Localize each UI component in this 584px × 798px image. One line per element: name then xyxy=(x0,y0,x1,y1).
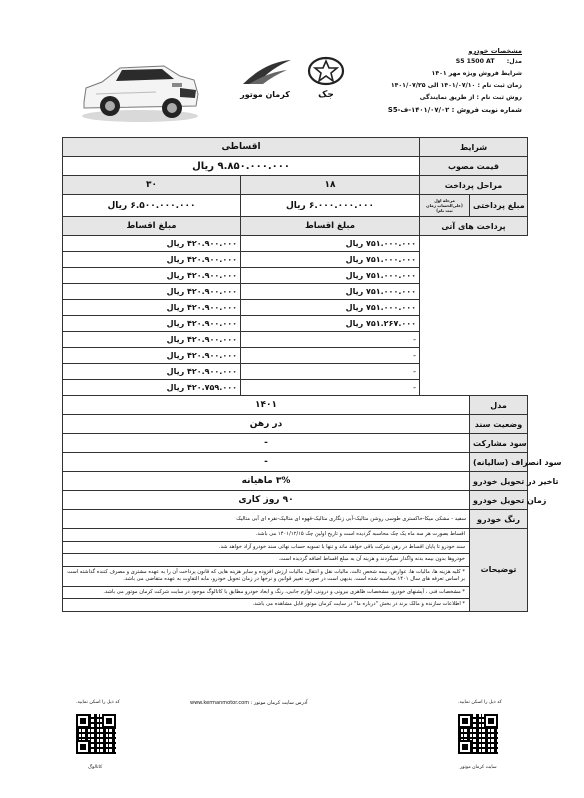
qr-left-label: کاتالوگ xyxy=(88,765,103,770)
detail-value: در رهن xyxy=(63,415,470,434)
sales-conditions-table xyxy=(62,137,562,612)
detail-value: - xyxy=(63,434,470,453)
installment-left-amount: ۴۲۰.۹۰۰.۰۰۰ ریال xyxy=(63,332,241,348)
conditions-label: شرایط xyxy=(420,138,528,157)
installments-left-header: مبلغ اقساط xyxy=(63,217,241,236)
installment-left-amount: ۴۲۰.۷۵۹.۰۰۰ ریال xyxy=(63,380,241,396)
installment-row xyxy=(63,236,528,252)
first-payment-right: ۶.۰۰۰.۰۰۰.۰۰۰ ریال xyxy=(241,195,420,217)
note-item: خودروها بدون بیمه بدنه واگذار نمیگردند و هزینه آن به مبلغ اقساط اضافه گردیده است. xyxy=(63,554,469,567)
header-model-label: مدل: xyxy=(506,58,522,65)
future-payments-label: پرداخت های آتی xyxy=(420,217,528,236)
detail-row xyxy=(63,453,528,472)
installment-right-amount: - xyxy=(241,364,420,380)
stages-label: مراحل پرداخت xyxy=(420,176,528,195)
installment-row xyxy=(63,380,528,396)
installment-row xyxy=(63,300,528,316)
kerman-logo-text: کرمان موتور xyxy=(240,90,290,99)
header-round: شماره نوبت فروش : ۱۴۰۱/۰۷/۰۲-ف-S5 xyxy=(387,106,522,114)
note-item: * اطلاعات سازنده و مالک برند در بخش "درباره ما" در سایت کرمان موتور قابل مشاهده می باشد. xyxy=(252,601,466,608)
row-notes xyxy=(63,529,528,612)
detail-row xyxy=(63,472,528,491)
installment-row xyxy=(63,332,528,348)
installments-body xyxy=(63,236,528,396)
detail-value: ۱۴۰۱ xyxy=(63,396,470,415)
row-conditions xyxy=(63,138,528,157)
footer-center-address: آدرس سایت کرمان موتور : www.kermanmotor.com xyxy=(190,700,308,706)
first-payment-left: ۶.۵۰۰.۰۰۰.۰۰۰ ریال xyxy=(63,195,241,217)
installment-right-amount: ۷۵۱.۰۰۰.۰۰۰ ریال xyxy=(241,252,420,268)
installment-left-amount: ۴۲۰.۹۰۰.۰۰۰ ریال xyxy=(63,348,241,364)
notes-cell xyxy=(63,529,470,612)
detail-row xyxy=(63,491,528,510)
header-conditions: شرایط فروش ویژه مهر ۱۴۰۱ xyxy=(431,70,522,77)
conditions-value: اقساطی xyxy=(63,138,420,157)
stages-right: ۱۸ xyxy=(241,176,420,195)
first-payment-label: مرحله اول (علی‌الحساب زمان ثبت نام) xyxy=(420,195,470,217)
detail-value: ۹۰ روز کاری xyxy=(63,491,470,510)
details-body xyxy=(63,396,562,529)
header-model-row xyxy=(456,58,522,65)
installments-right-header: مبلغ اقساط xyxy=(241,217,420,236)
installment-row xyxy=(63,316,528,332)
installment-left-amount: ۴۲۰.۹۰۰.۰۰۰ ریال xyxy=(63,284,241,300)
installment-row xyxy=(63,284,528,300)
detail-label: رنگ خودرو xyxy=(470,510,528,529)
detail-label: سود انصراف (سالیانه) xyxy=(470,453,528,472)
detail-row xyxy=(63,396,528,415)
note-item: اقساط بصورت هر سه ماه یک چک محاسبه گردیده است و تاریخ اولین چک ۱۴۰۱/۱۲/۱۵ می باشد. xyxy=(63,529,469,542)
detail-row xyxy=(63,510,528,529)
detail-row xyxy=(63,434,528,453)
detail-label: زمان تحویل خودرو xyxy=(470,491,528,510)
price-value: ۹.۸۵۰.۰۰۰.۰۰۰ ریال xyxy=(63,157,420,176)
note-item: * کلیه هزینه ها، مالیات ها، عوارض، بیمه شخص ثالث، مالیات نقل و انتقال، مالیات ارزش افزوده و سایر هزینه هایی که قانون پرداخت آن را به عهده مشتری و مصرف کننده گذاشته است بر اساس تعرفه های سال ۱۴۰۱ محاسبه شده است. بدیهی است در صورت تغییر قوانین و نرخها در زمان تحویل خودرو، مابه التفاوت به عهده متقاضی می باشد. xyxy=(63,567,469,587)
footer-right-caption: کد ذیل را اسکن نمایید. xyxy=(458,700,502,705)
installment-right-amount: ۷۵۱.۰۰۰.۰۰۰ ریال xyxy=(241,236,420,252)
detail-label: تاخیر در تحویل خودرو xyxy=(470,472,528,491)
installment-left-amount: ۴۲۰.۹۰۰.۰۰۰ ریال xyxy=(63,252,241,268)
installment-right-amount: - xyxy=(241,380,420,396)
installment-right-amount: - xyxy=(241,348,420,364)
installment-row xyxy=(63,364,528,380)
note-item: * مشخصات فنی ، آپشنهای خودرو، مشخصات ظاهری بیرونی و درونی، لوازم جانبی، رنگ و ابعاد خودرو مطابق با کاتالوگ موجود در سایت شرکت کرمان موتور می باشد. xyxy=(63,587,469,600)
detail-value: ۳% ماهیانه xyxy=(63,472,470,491)
installment-row xyxy=(63,268,528,284)
notes-label: توضیحات xyxy=(470,529,528,612)
header-reg-method: روش ثبت نام : از طریق نمایندگی xyxy=(419,94,522,101)
installment-right-amount: - xyxy=(241,332,420,348)
detail-label: مدل xyxy=(470,396,528,415)
installment-left-amount: ۴۲۰.۹۰۰.۰۰۰ ریال xyxy=(63,236,241,252)
price-label: قیمت مصوب xyxy=(420,157,528,176)
installment-left-amount: ۴۲۰.۹۰۰.۰۰۰ ریال xyxy=(63,364,241,380)
website-qr-code xyxy=(458,714,498,754)
jac-logo xyxy=(304,56,348,102)
payment-amount-label: مبلغ پرداختی xyxy=(470,195,528,217)
detail-value: - xyxy=(63,453,470,472)
car-image xyxy=(76,50,204,128)
installment-right-amount: ۷۵۱.۰۰۰.۰۰۰ ریال xyxy=(241,284,420,300)
installment-right-amount: ۷۵۱.۰۰۰.۰۰۰ ریال xyxy=(241,268,420,284)
detail-label: سود مشارکت xyxy=(470,434,528,453)
installment-right-amount: ۷۵۱.۲۶۷.۰۰۰ ریال xyxy=(241,316,420,332)
installment-right-amount: ۷۵۱.۰۰۰.۰۰۰ ریال xyxy=(241,300,420,316)
header-model-value: S5 1500 AT xyxy=(455,58,495,65)
header-reg-time: زمان ثبت نام : ۱۴۰۱/۰۷/۱۰ الی ۱۴۰۱/۰۷/۲۵ xyxy=(390,82,522,89)
header-title: مشخصات خودرو xyxy=(468,47,522,55)
installment-row xyxy=(63,348,528,364)
row-payment-stages xyxy=(63,176,528,195)
kerman-motor-logo xyxy=(235,58,295,102)
stages-left: ۳۰ xyxy=(63,176,241,195)
installment-left-amount: ۴۲۰.۹۰۰.۰۰۰ ریال xyxy=(63,268,241,284)
detail-label: وضعیت سند xyxy=(470,415,528,434)
row-installment-header xyxy=(63,217,528,236)
jac-logo-text: جک xyxy=(318,90,334,100)
installment-row xyxy=(63,252,528,268)
detail-value: سفید - مشکی میکا-خاکستری طوسی روشن متالیک-آبی زنگاری متالیک-قهوه ای متالیک-نقره ای آبی متالیک xyxy=(63,510,470,529)
row-price xyxy=(63,157,528,176)
row-first-payment xyxy=(63,195,528,217)
catalog-qr-code xyxy=(76,714,116,754)
detail-row xyxy=(63,415,528,434)
installment-left-amount: ۴۲۰.۹۰۰.۰۰۰ ریال xyxy=(63,316,241,332)
footer-left-caption: کد ذیل را اسکن نمایید. xyxy=(76,700,120,705)
qr-right-label: سایت کرمان موتور xyxy=(460,765,497,770)
note-item: سند خودرو تا پایان اقساط در رهن شرکت باقی خواهد ماند و تنها با تسویه حساب نهائی سند خودرو آزاد خواهد شد. xyxy=(63,542,469,555)
installment-left-amount: ۴۲۰.۹۰۰.۰۰۰ ریال xyxy=(63,300,241,316)
